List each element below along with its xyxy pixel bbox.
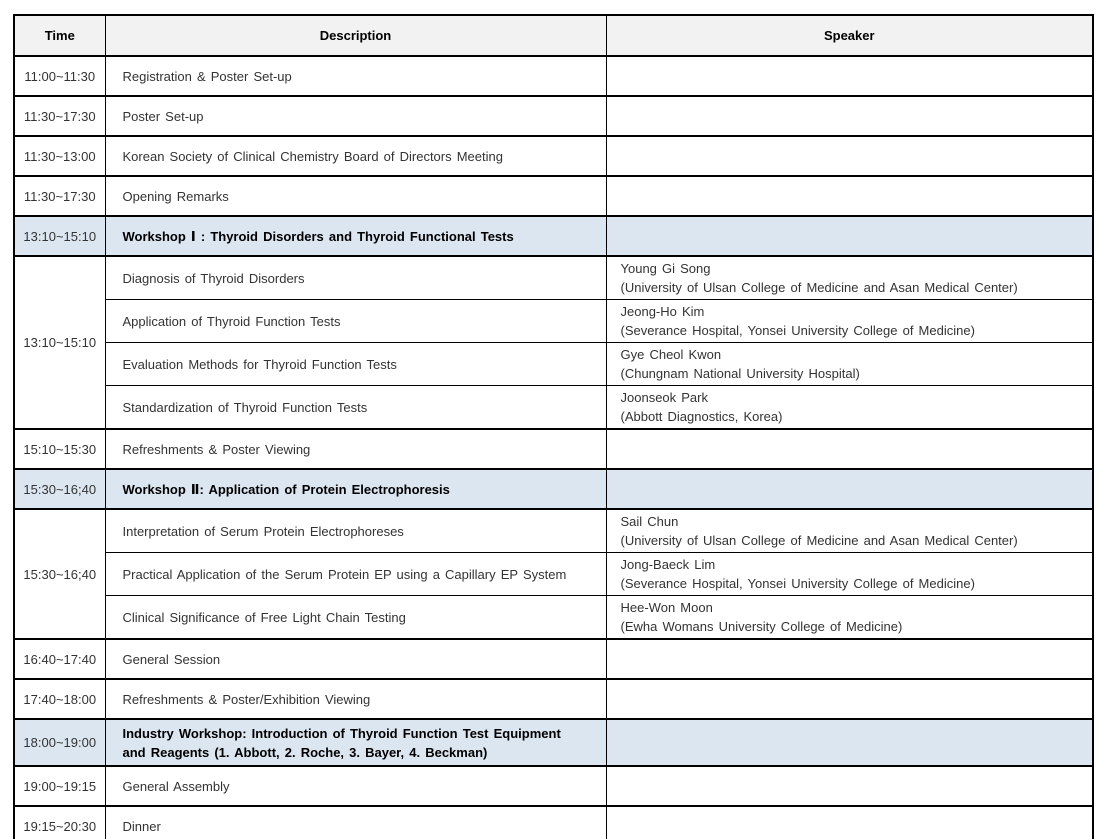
- table-row: [14, 256, 1093, 300]
- table-row: [14, 806, 1093, 839]
- description-cell: Application of Thyroid Function Tests: [105, 300, 606, 343]
- speaker-cell: [606, 136, 1093, 176]
- speaker-affiliation: (University of Ulsan College of Medicine and Asan Medical Center): [620, 280, 1018, 295]
- description-cell: Korean Society of Clinical Chemistry Board of Directors Meeting: [105, 136, 606, 176]
- speaker-cell: [606, 343, 1093, 386]
- speaker-affiliation: (Severance Hospital, Yonsei University College of Medicine): [620, 323, 975, 338]
- table-row: [14, 386, 1093, 430]
- speaker-cell: [606, 719, 1093, 766]
- time-cell: 19:15~20:30: [14, 806, 105, 839]
- description-cell: Dinner: [105, 806, 606, 839]
- description-cell: Opening Remarks: [105, 176, 606, 216]
- speaker-affiliation: (Ewha Womans University College of Medicine): [620, 619, 903, 634]
- speaker-name: Jeong-Ho Kim: [620, 304, 705, 319]
- speaker-cell: [606, 639, 1093, 679]
- table-row: [14, 639, 1093, 679]
- description-cell: Diagnosis of Thyroid Disorders: [105, 256, 606, 300]
- session-header-row-workshop-1: [14, 216, 1093, 256]
- table-row: [14, 176, 1093, 216]
- table-row: [14, 553, 1093, 596]
- time-cell: 11:30~17:30: [14, 176, 105, 216]
- column-header-time: Time: [14, 15, 105, 56]
- time-cell: 15:30~16;40: [14, 469, 105, 509]
- speaker-cell: [606, 256, 1093, 300]
- speaker-affiliation: (University of Ulsan College of Medicine and Asan Medical Center): [620, 533, 1018, 548]
- speaker-cell: [606, 509, 1093, 553]
- description-cell: Practical Application of the Serum Protein EP using a Capillary EP System: [105, 553, 606, 596]
- speaker-cell: [606, 429, 1093, 469]
- description-cell: Interpretation of Serum Protein Electrophoreses: [105, 509, 606, 553]
- table-row: [14, 766, 1093, 806]
- speaker-cell: [606, 806, 1093, 839]
- speaker-cell: [606, 386, 1093, 430]
- column-header-description: Description: [105, 15, 606, 56]
- speaker-cell: [606, 300, 1093, 343]
- table-row: [14, 509, 1093, 553]
- speaker-cell: [606, 553, 1093, 596]
- description-cell: General Assembly: [105, 766, 606, 806]
- description-cell: Registration & Poster Set-up: [105, 56, 606, 96]
- speaker-affiliation: (Severance Hospital, Yonsei University College of Medicine): [620, 576, 975, 591]
- description-cell: Clinical Significance of Free Light Chain Testing: [105, 596, 606, 640]
- time-cell-merged: 15:30~16;40: [14, 509, 105, 639]
- time-cell: 17:40~18:00: [14, 679, 105, 719]
- speaker-cell: [606, 96, 1093, 136]
- time-cell: 16:40~17:40: [14, 639, 105, 679]
- speaker-name: Joonseok Park: [620, 390, 708, 405]
- description-cell: Evaluation Methods for Thyroid Function Tests: [105, 343, 606, 386]
- speaker-name: Hee-Won Moon: [620, 600, 713, 615]
- speaker-name: Gye Cheol Kwon: [620, 347, 722, 362]
- table-row: [14, 596, 1093, 640]
- description-cell: Refreshments & Poster Viewing: [105, 429, 606, 469]
- time-cell: 19:00~19:15: [14, 766, 105, 806]
- table-row: [14, 136, 1093, 176]
- session-header-row-workshop-2: [14, 469, 1093, 509]
- time-cell: 18:00~19:00: [14, 719, 105, 766]
- conference-schedule-table: [13, 14, 1094, 839]
- speaker-cell: [606, 469, 1093, 509]
- speaker-affiliation: (Abbott Diagnostics, Korea): [620, 409, 783, 424]
- header-row: [14, 15, 1093, 56]
- time-cell: 11:00~11:30: [14, 56, 105, 96]
- speaker-affiliation: (Chungnam National University Hospital): [620, 366, 860, 381]
- column-header-speaker: Speaker: [606, 15, 1093, 56]
- speaker-cell: [606, 766, 1093, 806]
- session-title: Workshop Ⅱ: Application of Protein Electrophoresis: [105, 469, 606, 509]
- speaker-cell: [606, 56, 1093, 96]
- session-header-row-industry-workshop: [14, 719, 1093, 766]
- speaker-cell: [606, 596, 1093, 640]
- time-cell: 11:30~13:00: [14, 136, 105, 176]
- time-cell-merged: 13:10~15:10: [14, 256, 105, 429]
- time-cell: 15:10~15:30: [14, 429, 105, 469]
- speaker-name: Young Gi Song: [620, 261, 711, 276]
- speaker-cell: [606, 679, 1093, 719]
- table-row: [14, 429, 1093, 469]
- description-cell: Refreshments & Poster/Exhibition Viewing: [105, 679, 606, 719]
- description-cell: Standardization of Thyroid Function Tests: [105, 386, 606, 430]
- table-row: [14, 56, 1093, 96]
- table-row: [14, 300, 1093, 343]
- description-cell: General Session: [105, 639, 606, 679]
- table-row: [14, 343, 1093, 386]
- table-row: [14, 96, 1093, 136]
- session-title: Industry Workshop: Introduction of Thyroid Function Test Equipment and Reagents (1. Abbott, 2. Roche, 3. Bayer, 4. Beckman): [105, 719, 606, 766]
- speaker-name: Sail Chun: [620, 514, 679, 529]
- time-cell: 13:10~15:10: [14, 216, 105, 256]
- table-row: [14, 679, 1093, 719]
- description-cell: Poster Set-up: [105, 96, 606, 136]
- speaker-name: Jong-Baeck Lim: [620, 557, 716, 572]
- time-cell: 11:30~17:30: [14, 96, 105, 136]
- speaker-cell: [606, 176, 1093, 216]
- speaker-cell: [606, 216, 1093, 256]
- session-title: Workshop Ⅰ : Thyroid Disorders and Thyroid Functional Tests: [105, 216, 606, 256]
